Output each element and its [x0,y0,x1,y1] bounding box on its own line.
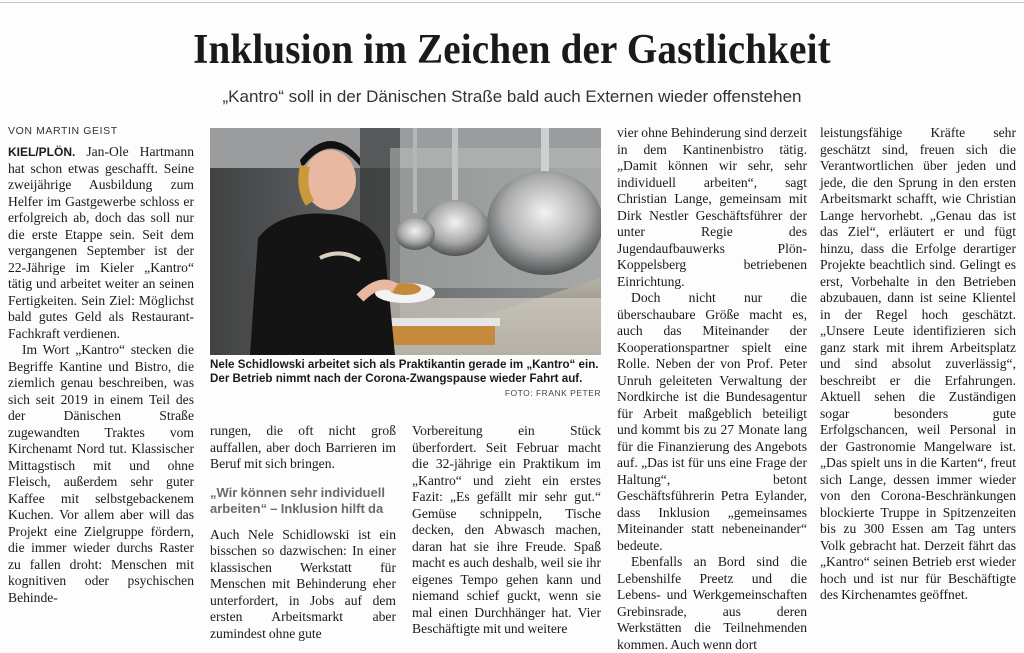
kitchen-photo-illustration [210,128,601,355]
paragraph: Auch Nele Schidlowski ist ein bisschen so dazwischen: In einer klassischen Werkstatt für Menschen mit Behinderung eher unterfordert, in Jobs auf dem ersten Arbeitsmarkt aber zumindest ohne gute [210,526,396,641]
article-title: Inklusion im Zeichen der Gastlichkeit [193,27,831,73]
top-rule [0,2,1024,3]
column-1 [8,144,194,606]
column-4 [617,125,807,653]
paragraph: leistungsfähige Kräfte sehr geschätzt sind, freuen sich die Verantwortlichen über jeden und jede, die den Sprung in den ersten Arbeitsmarkt schafft, wie Christian Lange hervorhebt. „Genau das ist das Ziel“, erläutert er und fügt hinzu, dass die Erfolge derartiger Projekte beachtlich sind. Gelingt es erst, Vorbehalte in den Betrieben abzubauen, dann ist seine Klientel in der Regel hoch geschätzt. „Unsere Leute identifizieren sich ganz stark mit ihrem Arbeitsplatz und sind absolut zuverlässig“, beschreibt er die Erfahrungen. Aktuell sehen die Zuständigen sogar besonders gute Erfolgschancen, weil Personal in der Gastronomie Mangelware ist. „Das spielt uns in die Karten“, freut sich Lange, dessen immer wieder von den Corona-Beschränkungen blockierte Truppe in Spitzenzeiten bis zu 300 Essen am Tag unters Volk gebracht hat. Derzeit fährt das „Kantro“ seinen Betrieb erst wieder hoch und ist nur für Beschäftigte des Kirchenamtes geöffnet. [820,125,1016,602]
subheading: „Wir können sehr individuell arbeiten“ – Inklusion hilft da [210,484,385,516]
paragraph: rungen, die oft nicht groß auffallen, aber doch Barrieren im Beruf mit sich bringen. [210,423,396,471]
paragraph: vier ohne Behinderung sind derzeit in dem Kantinenbistro tätig. „Damit können wir sehr, sehr individuell arbeiten“, sagt Christian Lange, gemeinsam mit Dirk Nestler Geschäftsführer der unter Regie des Jugendaufbauwerks Plön-Koppelsberg betriebenen Einrichtung. [617,125,807,289]
paragraph: Vorbereitung ein Stück überfordert. Seit Februar macht die 32-jährige ein Praktikum im „Kantro“ und zieht ein erstes Fazit: „Es gefällt mir sehr gut.“ Gemüse schnippeln, Tische decken, den Abwasch machen, daran hat sie ihre Freude. Spaß macht es auch deshalb, weil sie ihr eigenes Tempo gehen kann und niemand schief guckt, wenn sie mal einen Durchhänger hat. Vier Beschäftigte mit und weitere [412,423,601,636]
column-5 [820,125,1016,604]
paragraph: Im Wort „Kantro“ stecken die Begriffe Kantine und Bistro, die ziemlich genau beschreiben, was sich seit 2019 in einem Teil des der Dänischen Straße zugewandten Traktes vom Kirchenamt Nord tut. Klassischer Mittagstisch mit und ohne Fleisch, außerdem sehr guter Kaffee mit selbstgebackenem Kuchen. Vor allem aber will das Projekt eine Zielgruppe fördern, die immer wieder durchs Raster zu fallen droht: Menschen mit kognitiven oder psychischen Behinde- [8,342,194,605]
paragraph-text: Jan-Ole Hartmann hat schon etwas geschafft. Seine zweijährige Ausbildung zum Helfer im Gastgewerbe schloss er erfolgreich ab, doch das soll nur die erste Etappe sein. Seit dem vergangenen September ist der 22-Jährige im Kieler „Kantro“ tätig und arbeitet weiter an seinen Fertigkeiten. Sein Ziel: Möglichst bald gutes Geld als Restaurant-Fachkraft verdienen. [8,144,194,341]
paragraph: Doch nicht nur die überschaubare Größe macht es, auch das Miteinander der Kooperationspartner spielt eine Rolle. Neben der von Prof. Peter Unruh geleiteten Verwaltung der Nordkirche ist die Bundesagentur für Arbeit maßgeblich beteiligt und kommt bis zu 27 Monate lang für die Finanzierung des Angebots auf. „Das ist für uns eine Frage der Haltung“, betont Geschäftsführerin Petra Eylander, dass Inklusion „gemeinsames Miteinander statt nebeneinander“ bedeute. [617,290,807,553]
photo-credit: FOTO: FRANK PETER [504,388,601,398]
paragraph [8,144,194,342]
photo-caption: Nele Schidlowski arbeitet sich als Praktikantin gerade im „Kantro“ ein. Der Betrieb nimmt nach der Corona-Zwangspause wieder Fahrt auf. [210,358,599,385]
column-3 [412,423,601,638]
byline: VON MARTIN GEIST [8,125,118,137]
article-photo [210,128,601,355]
dateline: KIEL/PLÖN. [8,145,76,159]
article-subtitle: „Kantro“ soll in der Dänischen Straße bald auch Externen wieder offenstehen [222,87,802,106]
column-2 [210,423,396,642]
paragraph: Ebenfalls an Bord sind die Lebenshilfe Preetz und die Lebens- und Werkgemeinschaften Grebinsrade, aus deren Werkstätten die Teilnehmenden kommen. Auch wenn dort [617,554,807,652]
